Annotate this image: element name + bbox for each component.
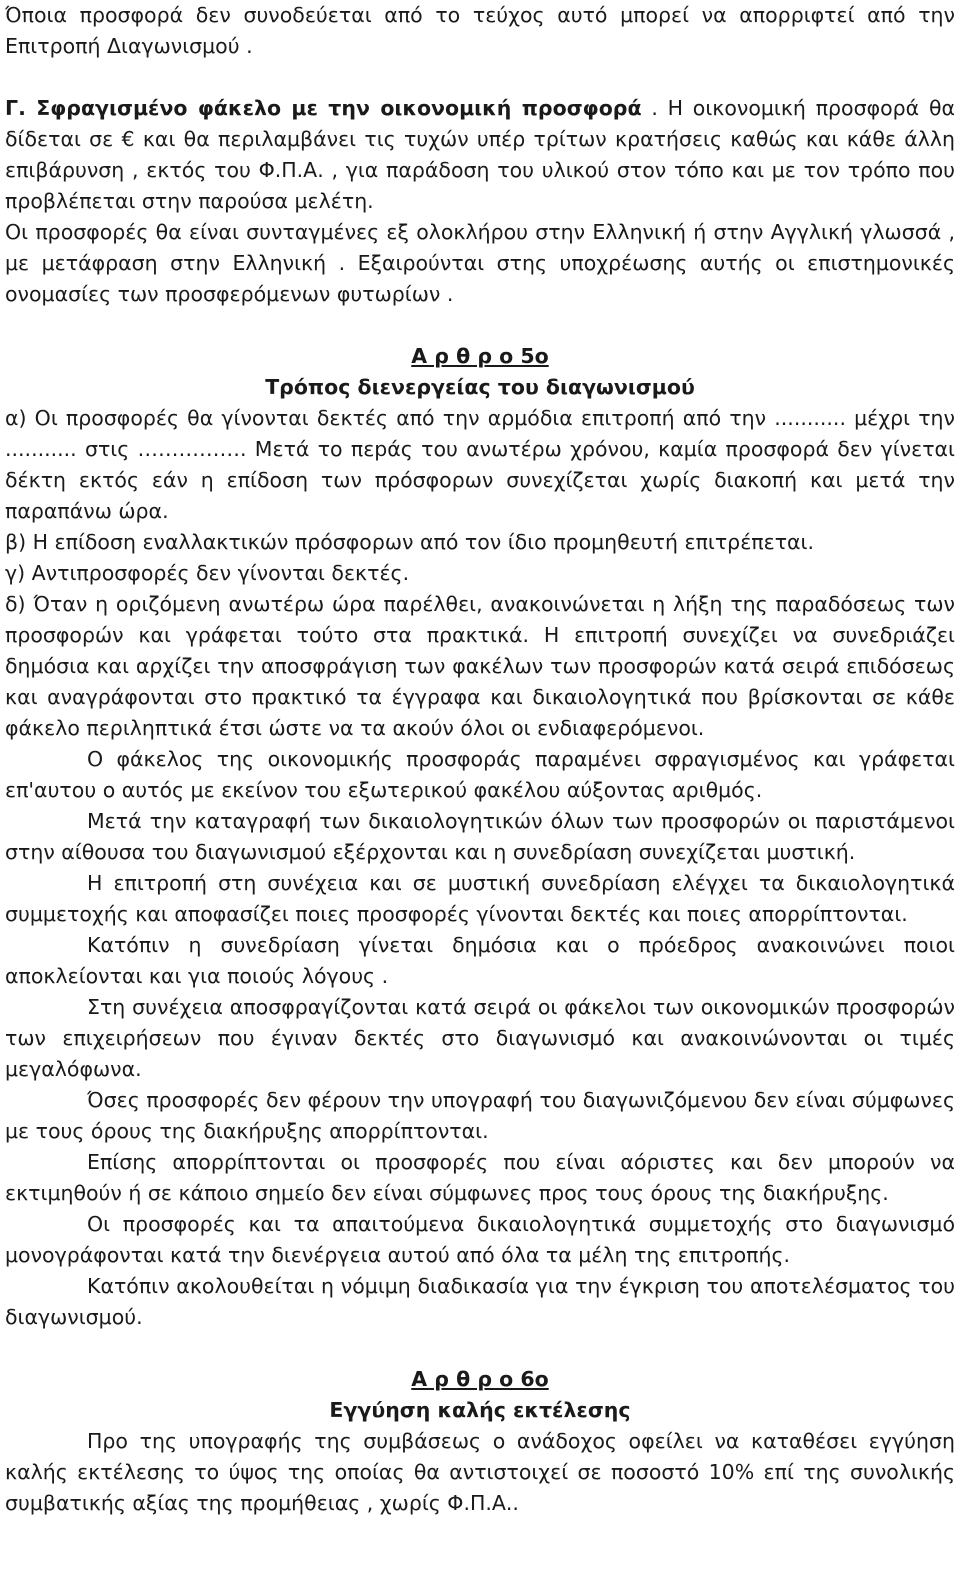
article-5-item-d: δ) Όταν η οριζόμενη ανωτέρω ώρα παρέλθει, ανακοινώνεται η λήξη της παραδόσεως των προσφορών και γράφεται τούτο στα πρακτικά. Η επιτροπή συνεχίζει να συνεδριάζει δημόσια και αρχίζει την αποσφράγιση των φακέλων των προσφορών κατά σειρά επιδόσεως και αναγράφονται στο πρακτικό τα έγγραφα και δικαιολογητικά που βρίσκονται σε κάθε φάκελο περιληπτικά έτσι ώστε να τα ακούν όλοι οι ενδιαφερόμενοι. <box>5 592 955 740</box>
article-5-paragraph: Στη συνέχεια αποσφραγίζονται κατά σειρά οι φάκελοι των οικονομικών προσφορών των επιχειρήσεων που έγιναν δεκτές στο διαγωνισμό και ανακοινώνονται οι τιμές μεγαλόφωνα. <box>5 995 955 1081</box>
article-5-paragraph: Όσες προσφορές δεν φέρουν την υπογραφή του διαγωνιζόμενου δεν είναι σύμφωνες με τους όρους της διακήρυξης απορρίπτονται. <box>5 1088 955 1143</box>
article-6-number <box>5 1364 955 1395</box>
article-5-paragraph: Οι προσφορές και τα απαιτούμενα δικαιολογητικά συμμετοχής στο διαγωνισμό μονογράφονται κατά την διενέργεια αυτού από όλα τα μέλη της επιτροπής. <box>5 1212 955 1267</box>
sealed-envelope-heading: Γ. Σφραγισμένο φάκελο με την οικονομική προσφορά <box>5 96 642 120</box>
article-5-item-a: α) Οι προσφορές θα γίνονται δεκτές από την αρμόδια επιτροπή από την ........... μέχρι την ........... στις ……………. Μετά το πεpάς του ανωτέρω χρόνου, καμία προσφορά δεν γίνεται δέκτη εκτός εάν η επίδοση των πρόσφορων συνεχίζεται χωρίς διακοπή και μετά την παραπάνω ώρα. <box>5 406 955 523</box>
article-5-paragraph: Η επιτροπή στη συνέχεια και σε μυστική συνεδρίαση ελέγχει τα δικαιολογητικά συμμετοχής και αποφασίζει ποιες προσφορές γίνονται δεκτές και ποιες απορρίπτονται. <box>5 871 955 926</box>
spacer <box>5 1333 955 1364</box>
article-5-paragraph: Μετά την καταγραφή των δικαιολογητικών όλων των προσφορών οι παριστάμενοι στην αίθουσα του διαγωνισμού εξέρχονται και η συνεδρίαση συνεχίζεται μυστική. <box>5 809 955 864</box>
intro-paragraph-1: Όποια προσφορά δεν συνοδεύεται από το τεύχος αυτό μπορεί να απορριφτεί από την Επιτροπή Διαγωνισμού . <box>5 3 955 58</box>
article-5-item-c: γ) Αντιπροσφορές δεν γίνονται δεκτές. <box>5 561 410 585</box>
article-6-title: Εγγύηση καλής εκτέλεσης <box>329 1398 631 1422</box>
article-6-paragraph: Προ της υπογραφής της συμβάσεως ο ανάδοχος οφείλει να καταθέσει εγγύηση καλής εκτέλεσης το ύψος της οποίας θα αντιστοιχεί σε ποσοστό 10% επί της συνολικής συμβατικής αξίας της προμήθειας , χωρίς Φ.Π.Α.. <box>5 1429 955 1515</box>
article-5-number <box>5 341 955 372</box>
intro-paragraph-2-text: . Η οικονομική προσφορά θα δίδεται σε € και θα περιλαμβάνει τις τυχών υπέρ τρίτων κρατήσεις καθώς και κάθε άλλη επιβάρυνση , εκτός του Φ.Π.Α. , για παράδοση του υλικού στον τόπο και με τον τρόπο που προβλέπεται στην παρούσα μελέτη. <box>5 96 955 213</box>
article-5-title: Τρόπος διενεργείας του διαγωνισμού <box>265 375 695 399</box>
intro-paragraph-3: Οι προσφορές θα είναι συνταγμένες εξ ολοκλήρου στην Ελληνική ή στην Αγγλική γλωσσά , με μετάφραση στην Ελληνική . Εξαιρούνται στης υποχρέωσης αυτής οι επιστημονικές ονομασίες των προσφερόμενων φυτωρίων . <box>5 220 955 306</box>
article-5-paragraph: Κατόπιν η συνεδρίαση γίνεται δημόσια και ο πρόεδρος ανακοινώνει ποιοι αποκλείονται και για ποιούς λόγους . <box>5 933 955 988</box>
spacer <box>5 310 955 341</box>
document-page <box>5 0 955 1519</box>
article-5-paragraph: Επίσης απορρίπτονται οι προσφορές που είναι αόριστες και δεν μπορούν να εκτιμηθούν ή σε κάποιο σημείο δεν είναι σύμφωνες προς τους όρους της διακήρυξης. <box>5 1150 955 1205</box>
intro-paragraph-2 <box>5 93 955 217</box>
article-5-paragraph: Ο φάκελος της οικονομικής προσφοράς παραμένει σφραγισμένος και γράφεται επ'αυτου ο αυτός με εκείνον του εξωτερικού φακέλου αύξοντας αριθμός. <box>5 747 955 802</box>
article-6-number-text: Α ρ θ ρ ο 6ο <box>411 1367 549 1391</box>
article-5-item-b: β) Η επίδοση εναλλακτικών πρόσφορων από τον ίδιο προμηθευτή επιτρέπεται. <box>5 530 815 554</box>
spacer <box>5 62 955 93</box>
article-5-number-text: Α ρ θ ρ ο 5ο <box>411 344 549 368</box>
article-5-paragraph: Κατόπιν ακολουθείται η νόμιμη διαδικασία για την έγκριση του αποτελέσματος του διαγωνισμού. <box>5 1274 955 1329</box>
